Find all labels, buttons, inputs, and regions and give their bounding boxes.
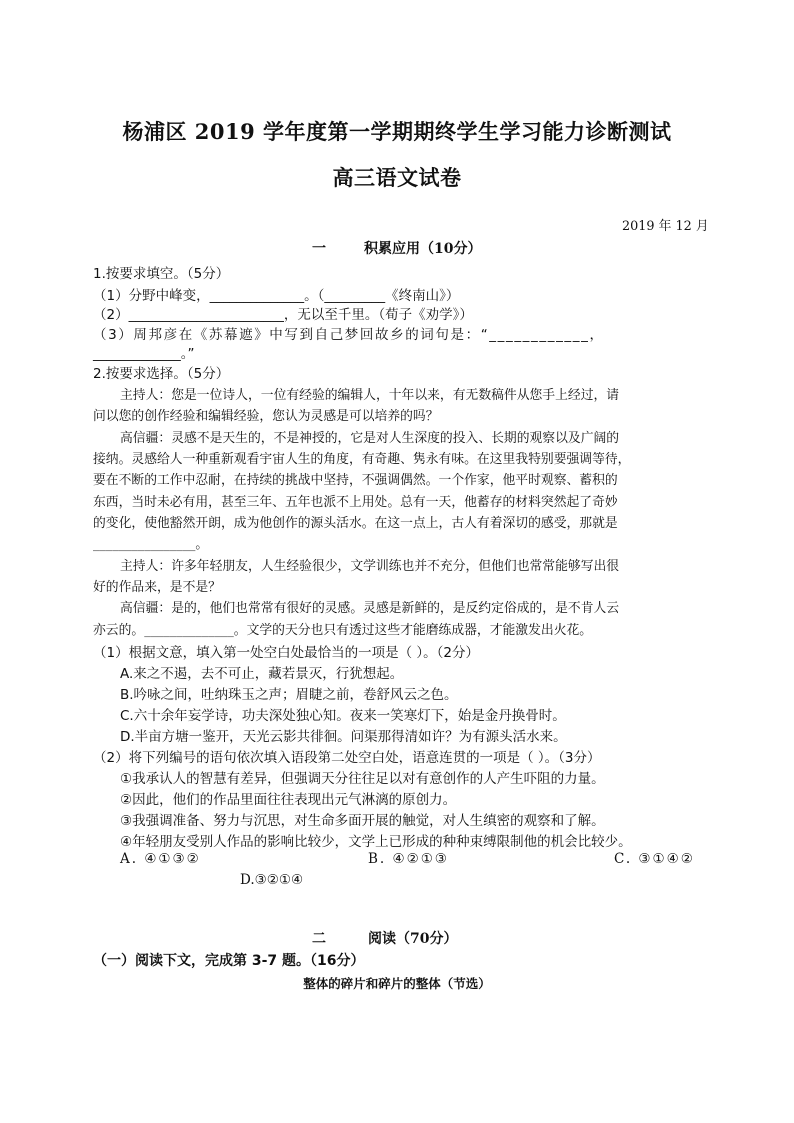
section2-numeral: 二 bbox=[312, 931, 326, 947]
passage-line: 主持人：许多年轻朋友，人生经验很少，文学训练也并不充分，但他们也常常能够写出很 bbox=[120, 559, 620, 574]
passage-line: 亦云的。______________。文学的天分也只有透过这些才能磨练成器，才能激发出火花。 bbox=[93, 623, 593, 638]
section1-numeral: 一 bbox=[312, 241, 326, 257]
q2-sub2-item-3: ③我强调准备、努力与沉思，对生命多面开展的触觉，对人生缜密的观察和了解。 bbox=[120, 813, 605, 829]
passage-line: 的变化，使他豁然开朗，成为他创作的源头活水。在这一点上，古人有着深切的感受，那就是 bbox=[93, 516, 618, 531]
q2-sub1-prompt: （1）根据文意，填入第一处空白处最恰当的一项是（ ）。（2分） bbox=[93, 645, 479, 661]
passage-line: 好的作品来，是不是？ bbox=[93, 580, 221, 595]
q2-sub1-option-d: D.半亩方塘一鉴开，天光云影共徘徊。问渠那得清如许？为有源头活水来。 bbox=[120, 729, 567, 745]
q2-sub2-choice-a: A. ④①③② bbox=[120, 851, 201, 867]
exam-title: 杨浦区 2019 学年度第一学期期终学生学习能力诊断测试 bbox=[122, 119, 672, 144]
q2-sub2-choice-b: B. ④②①③ bbox=[368, 851, 449, 867]
passage-line: 高信疆：灵感不是天生的，不是神授的，它是对人生深度的投入、长期的观察以及广阔的 bbox=[120, 431, 620, 446]
reading-part1-heading: （一）阅读下文，完成第 3-7 题。（16分） bbox=[93, 953, 365, 969]
q1-item3-line1: （3）周邦彦在《苏幕遮》中写到自己梦回故乡的词句是：“____________， bbox=[93, 327, 605, 343]
q2-sub2-item-4: ④年轻朋友受别人作品的影响比较少，文学上已形成的种种束缚限制他的机会比较少。 bbox=[120, 834, 632, 850]
passage-line: 问以您的创作经验和编辑经验，您认为灵感是可以培养的吗？ bbox=[93, 409, 439, 424]
q2-sub2-choice-d: D.③②①④ bbox=[240, 872, 304, 888]
q2-sub2-item-1: ①我承认人的智慧有差异，但强调天分往往足以对有意创作的人产生吓阻的力量。 bbox=[120, 771, 605, 787]
q1-item2: （2）_______________________，无以至千里。（荀子《劝学》） bbox=[93, 307, 473, 323]
passage-line: 主持人：您是一位诗人，一位有经验的编辑人，十年以来，有无数稿件从您手上经过，请 bbox=[120, 388, 620, 403]
q2-sub2-choice-c: C. ③①④② bbox=[614, 851, 695, 867]
q2-prompt: 2.按要求选择。（5分） bbox=[93, 366, 230, 382]
passage-line: 高信疆：是的，他们也常常有很好的灵感。灵感是新鲜的，是反约定俗成的，是不肯人云 bbox=[120, 601, 620, 616]
q1-item3-line2: _____________。” bbox=[93, 346, 195, 362]
section1-heading: 积累应用（10分） bbox=[364, 241, 482, 257]
exam-subtitle: 高三语文试卷 bbox=[332, 165, 462, 190]
article-title: 整体的碎片和碎片的整体（节选） bbox=[303, 976, 491, 991]
section2-heading: 阅读（70分） bbox=[368, 931, 458, 947]
q1-prompt: 1.按要求填空。（5分） bbox=[93, 266, 230, 282]
q2-sub1-option-b: B.吟咏之间，吐纳珠玉之声；眉睫之前，卷舒风云之色。 bbox=[120, 687, 458, 703]
exam-date: 2019 年 12 月 bbox=[622, 219, 709, 234]
q2-sub2-prompt: （2）将下列编号的语句依次填入语段第二处空白处，语意连贯的一项是（ ）。（3分） bbox=[93, 750, 601, 766]
q1-item1: （1）分野中峰变，______________。（_________《终南山》） bbox=[93, 288, 460, 304]
q2-sub1-option-a: A.来之不遏，去不可止，藏若景灭，行犹想起。 bbox=[120, 666, 404, 682]
q2-sub2-item-2: ②因此，他们的作品里面往往表现出元气淋漓的原创力。 bbox=[120, 792, 457, 808]
passage-line: ________________。 bbox=[93, 537, 209, 552]
passage-line: 东西，当时未必有用，甚至三年、五年也派不上用处。总有一天，他蓄存的材料突然起了奇妙 bbox=[93, 495, 618, 510]
passage-line: 接纳。灵感给人一种重新观看宇宙人生的角度，有奇趣、隽永有味。在这里我特别要强调等待， bbox=[93, 452, 631, 467]
passage-line: 要在不断的工作中忍耐，在持续的挑战中坚持，不强调偶然。一个作家，他平时观察、蓄积的 bbox=[93, 473, 618, 488]
q2-sub1-option-c: C.六十余年妄学诗，功夫深处独心知。夜来一笑寒灯下，始是金丹换骨时。 bbox=[120, 708, 566, 724]
